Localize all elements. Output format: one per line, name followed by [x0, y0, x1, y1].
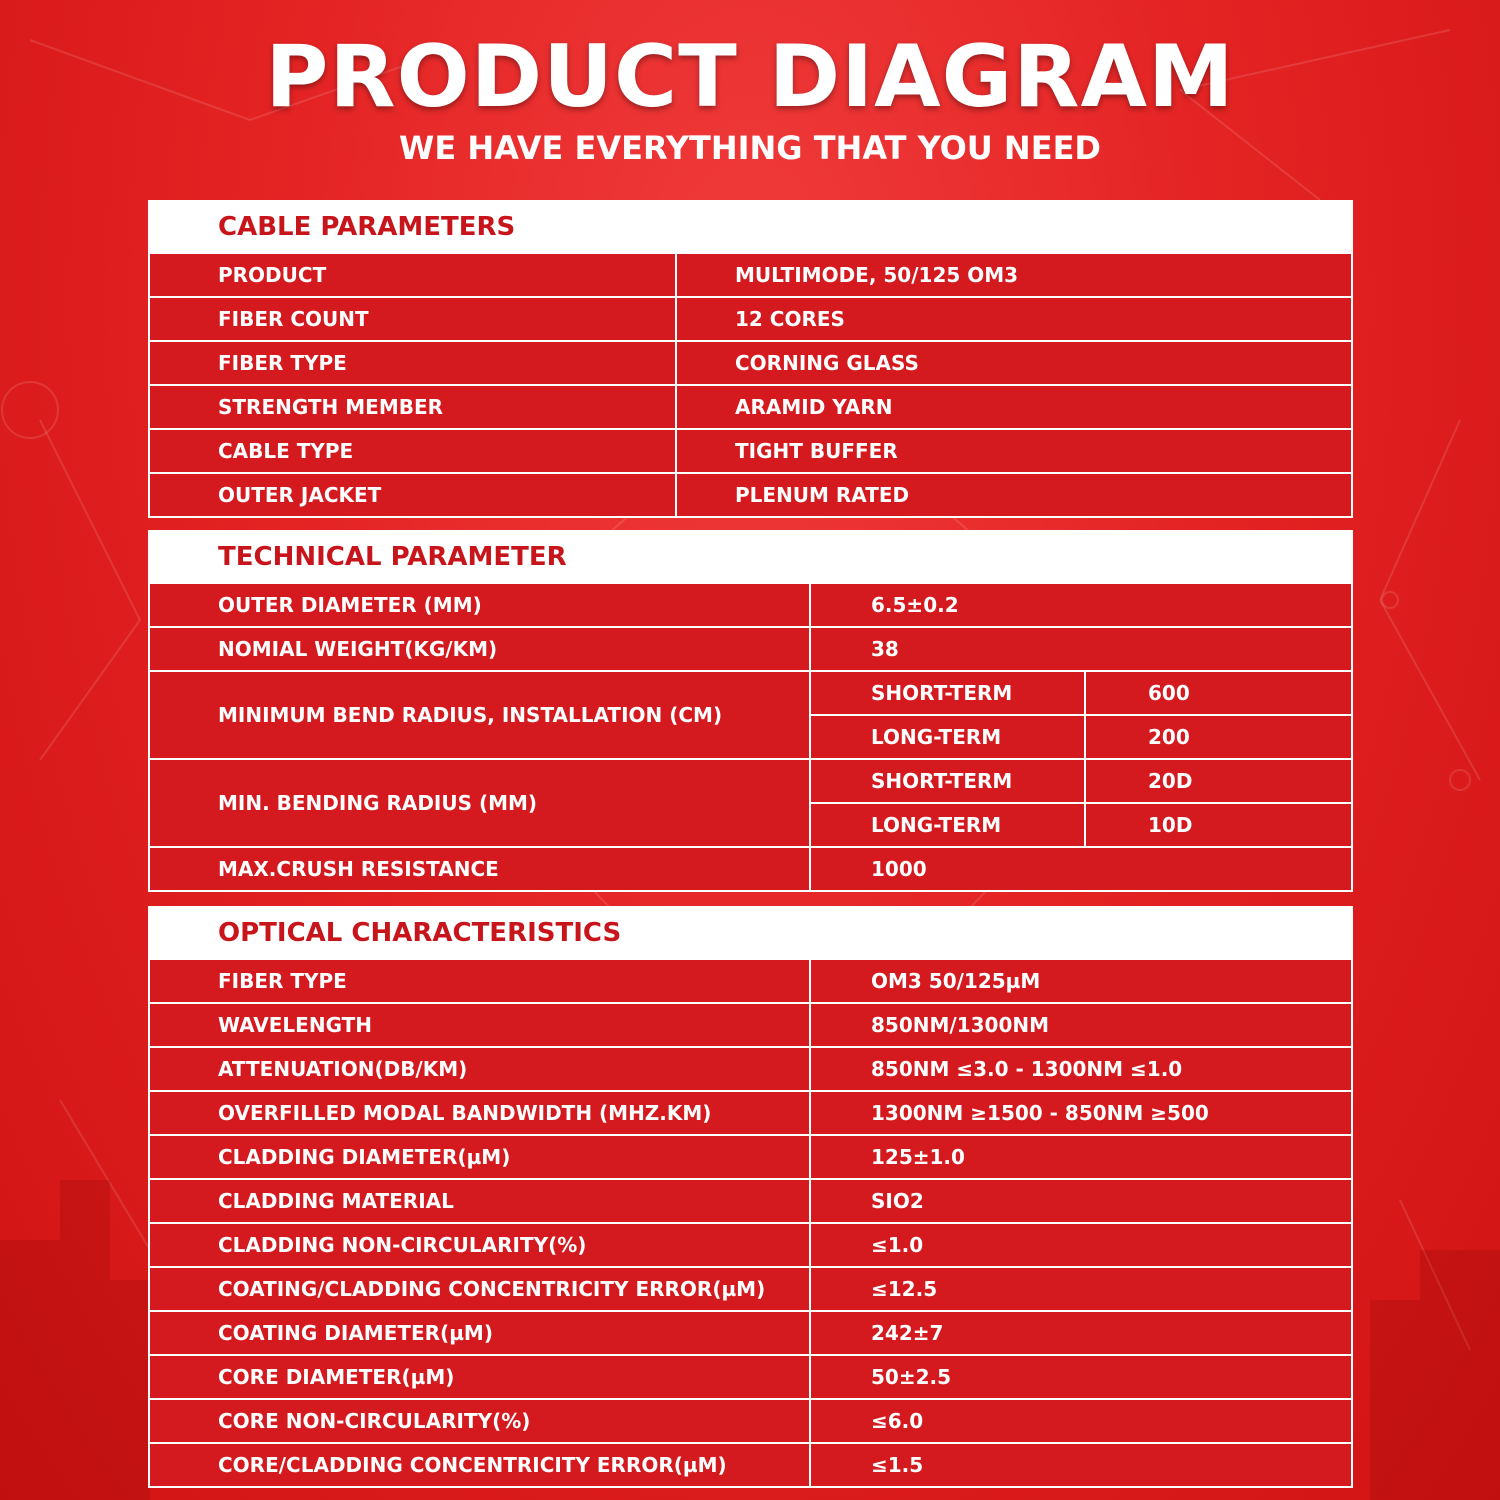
row-label: FIBER COUNT: [150, 298, 677, 340]
table-row: [150, 340, 1351, 384]
row-value: OM3 50/125µM: [871, 969, 1041, 993]
row-label: MAX.CRUSH RESISTANCE: [150, 848, 811, 890]
sub-row: [811, 714, 1351, 758]
table-row: [150, 1222, 1351, 1266]
sub-value: 600: [1148, 681, 1190, 705]
row-value: SIO2: [871, 1189, 924, 1213]
row-label: COATING/CLADDING CONCENTRICITY ERROR(µM): [150, 1268, 811, 1310]
row-label: CLADDING NON-CIRCULARITY(%): [150, 1224, 811, 1266]
row-label: CLADDING MATERIAL: [150, 1180, 811, 1222]
row-value: 50±2.5: [871, 1365, 952, 1389]
table-row: [150, 1442, 1351, 1486]
row-value: MULTIMODE, 50/125 OM3: [735, 263, 1019, 287]
sub-label: SHORT-TERM: [811, 672, 1086, 714]
sub-value: 10D: [1148, 813, 1193, 837]
page-title: PRODUCT DIAGRAM: [265, 27, 1235, 127]
row-value: 850NM ≤3.0 - 1300NM ≤1.0: [871, 1057, 1183, 1081]
table-row: [150, 428, 1351, 472]
table-row: [150, 1090, 1351, 1134]
row-label: OUTER DIAMETER (MM): [150, 584, 811, 626]
table-row: [150, 1354, 1351, 1398]
row-value: 6.5±0.2: [871, 593, 959, 617]
row-value: ARAMID YARN: [735, 395, 893, 419]
table-row: [150, 670, 1351, 758]
row-value: 12 CORES: [735, 307, 845, 331]
sub-row: [811, 802, 1351, 846]
row-value: PLENUM RATED: [735, 483, 910, 507]
row-label: CORE/CLADDING CONCENTRICITY ERROR(µM): [150, 1444, 811, 1486]
row-label: MINIMUM BEND RADIUS, INSTALLATION (CM): [150, 672, 811, 758]
row-value: 242±7: [871, 1321, 944, 1345]
sub-label: SHORT-TERM: [811, 760, 1086, 802]
table-row: [150, 252, 1351, 296]
table-row: [150, 582, 1351, 626]
row-value: ≤1.5: [871, 1453, 924, 1477]
table-row: [150, 1002, 1351, 1046]
table-row: [150, 958, 1351, 1002]
optical-characteristics-table: [148, 906, 1353, 1488]
sub-table: [811, 760, 1351, 846]
table-row: [150, 472, 1351, 516]
row-value: 850NM/1300NM: [871, 1013, 1049, 1037]
row-value: ≤12.5: [871, 1277, 938, 1301]
row-label: NOMIAL WEIGHT(KG/KM): [150, 628, 811, 670]
sub-table: [811, 672, 1351, 758]
table-row: [150, 626, 1351, 670]
row-label: CORE DIAMETER(µM): [150, 1356, 811, 1398]
row-value: CORNING GLASS: [735, 351, 919, 375]
row-label: ATTENUATION(DB/KM): [150, 1048, 811, 1090]
table-row: [150, 1310, 1351, 1354]
sub-value: 200: [1148, 725, 1190, 749]
sub-label: LONG-TERM: [811, 716, 1086, 758]
row-value: ≤6.0: [871, 1409, 924, 1433]
row-label: OVERFILLED MODAL BANDWIDTH (MHZ.KM): [150, 1092, 811, 1134]
technical-parameter-table: [148, 530, 1353, 892]
table-row: [150, 384, 1351, 428]
sub-row: [811, 672, 1351, 714]
sub-value: 20D: [1148, 769, 1193, 793]
table-row: [150, 1046, 1351, 1090]
technical-parameter-heading: TECHNICAL PARAMETER: [150, 532, 1351, 582]
row-value: 1000: [871, 857, 927, 881]
row-label: WAVELENGTH: [150, 1004, 811, 1046]
row-label: CLADDING DIAMETER(µM): [150, 1136, 811, 1178]
row-label: COATING DIAMETER(µM): [150, 1312, 811, 1354]
row-value: 125±1.0: [871, 1145, 965, 1169]
table-row: [150, 1134, 1351, 1178]
row-label: PRODUCT: [150, 254, 677, 296]
table-row: [150, 846, 1351, 890]
row-label: STRENGTH MEMBER: [150, 386, 677, 428]
optical-characteristics-heading: OPTICAL CHARACTERISTICS: [150, 908, 1351, 958]
row-value: TIGHT BUFFER: [735, 439, 898, 463]
table-row: [150, 1398, 1351, 1442]
row-label: FIBER TYPE: [150, 960, 811, 1002]
table-row: [150, 758, 1351, 846]
cable-parameters-table: [148, 200, 1353, 518]
row-label: MIN. BENDING RADIUS (MM): [150, 760, 811, 846]
row-label: OUTER JACKET: [150, 474, 677, 516]
row-label: FIBER TYPE: [150, 342, 677, 384]
table-row: [150, 1178, 1351, 1222]
row-value: 1300NM ≥1500 - 850NM ≥500: [871, 1101, 1209, 1125]
sub-label: LONG-TERM: [811, 804, 1086, 846]
sub-row: [811, 760, 1351, 802]
row-value: 38: [871, 637, 899, 661]
row-value: ≤1.0: [871, 1233, 924, 1257]
table-row: [150, 1266, 1351, 1310]
row-label: CORE NON-CIRCULARITY(%): [150, 1400, 811, 1442]
row-label: CABLE TYPE: [150, 430, 677, 472]
table-row: [150, 296, 1351, 340]
page-subtitle: WE HAVE EVERYTHING THAT YOU NEED: [399, 129, 1101, 167]
cable-parameters-heading: CABLE PARAMETERS: [150, 202, 1351, 252]
